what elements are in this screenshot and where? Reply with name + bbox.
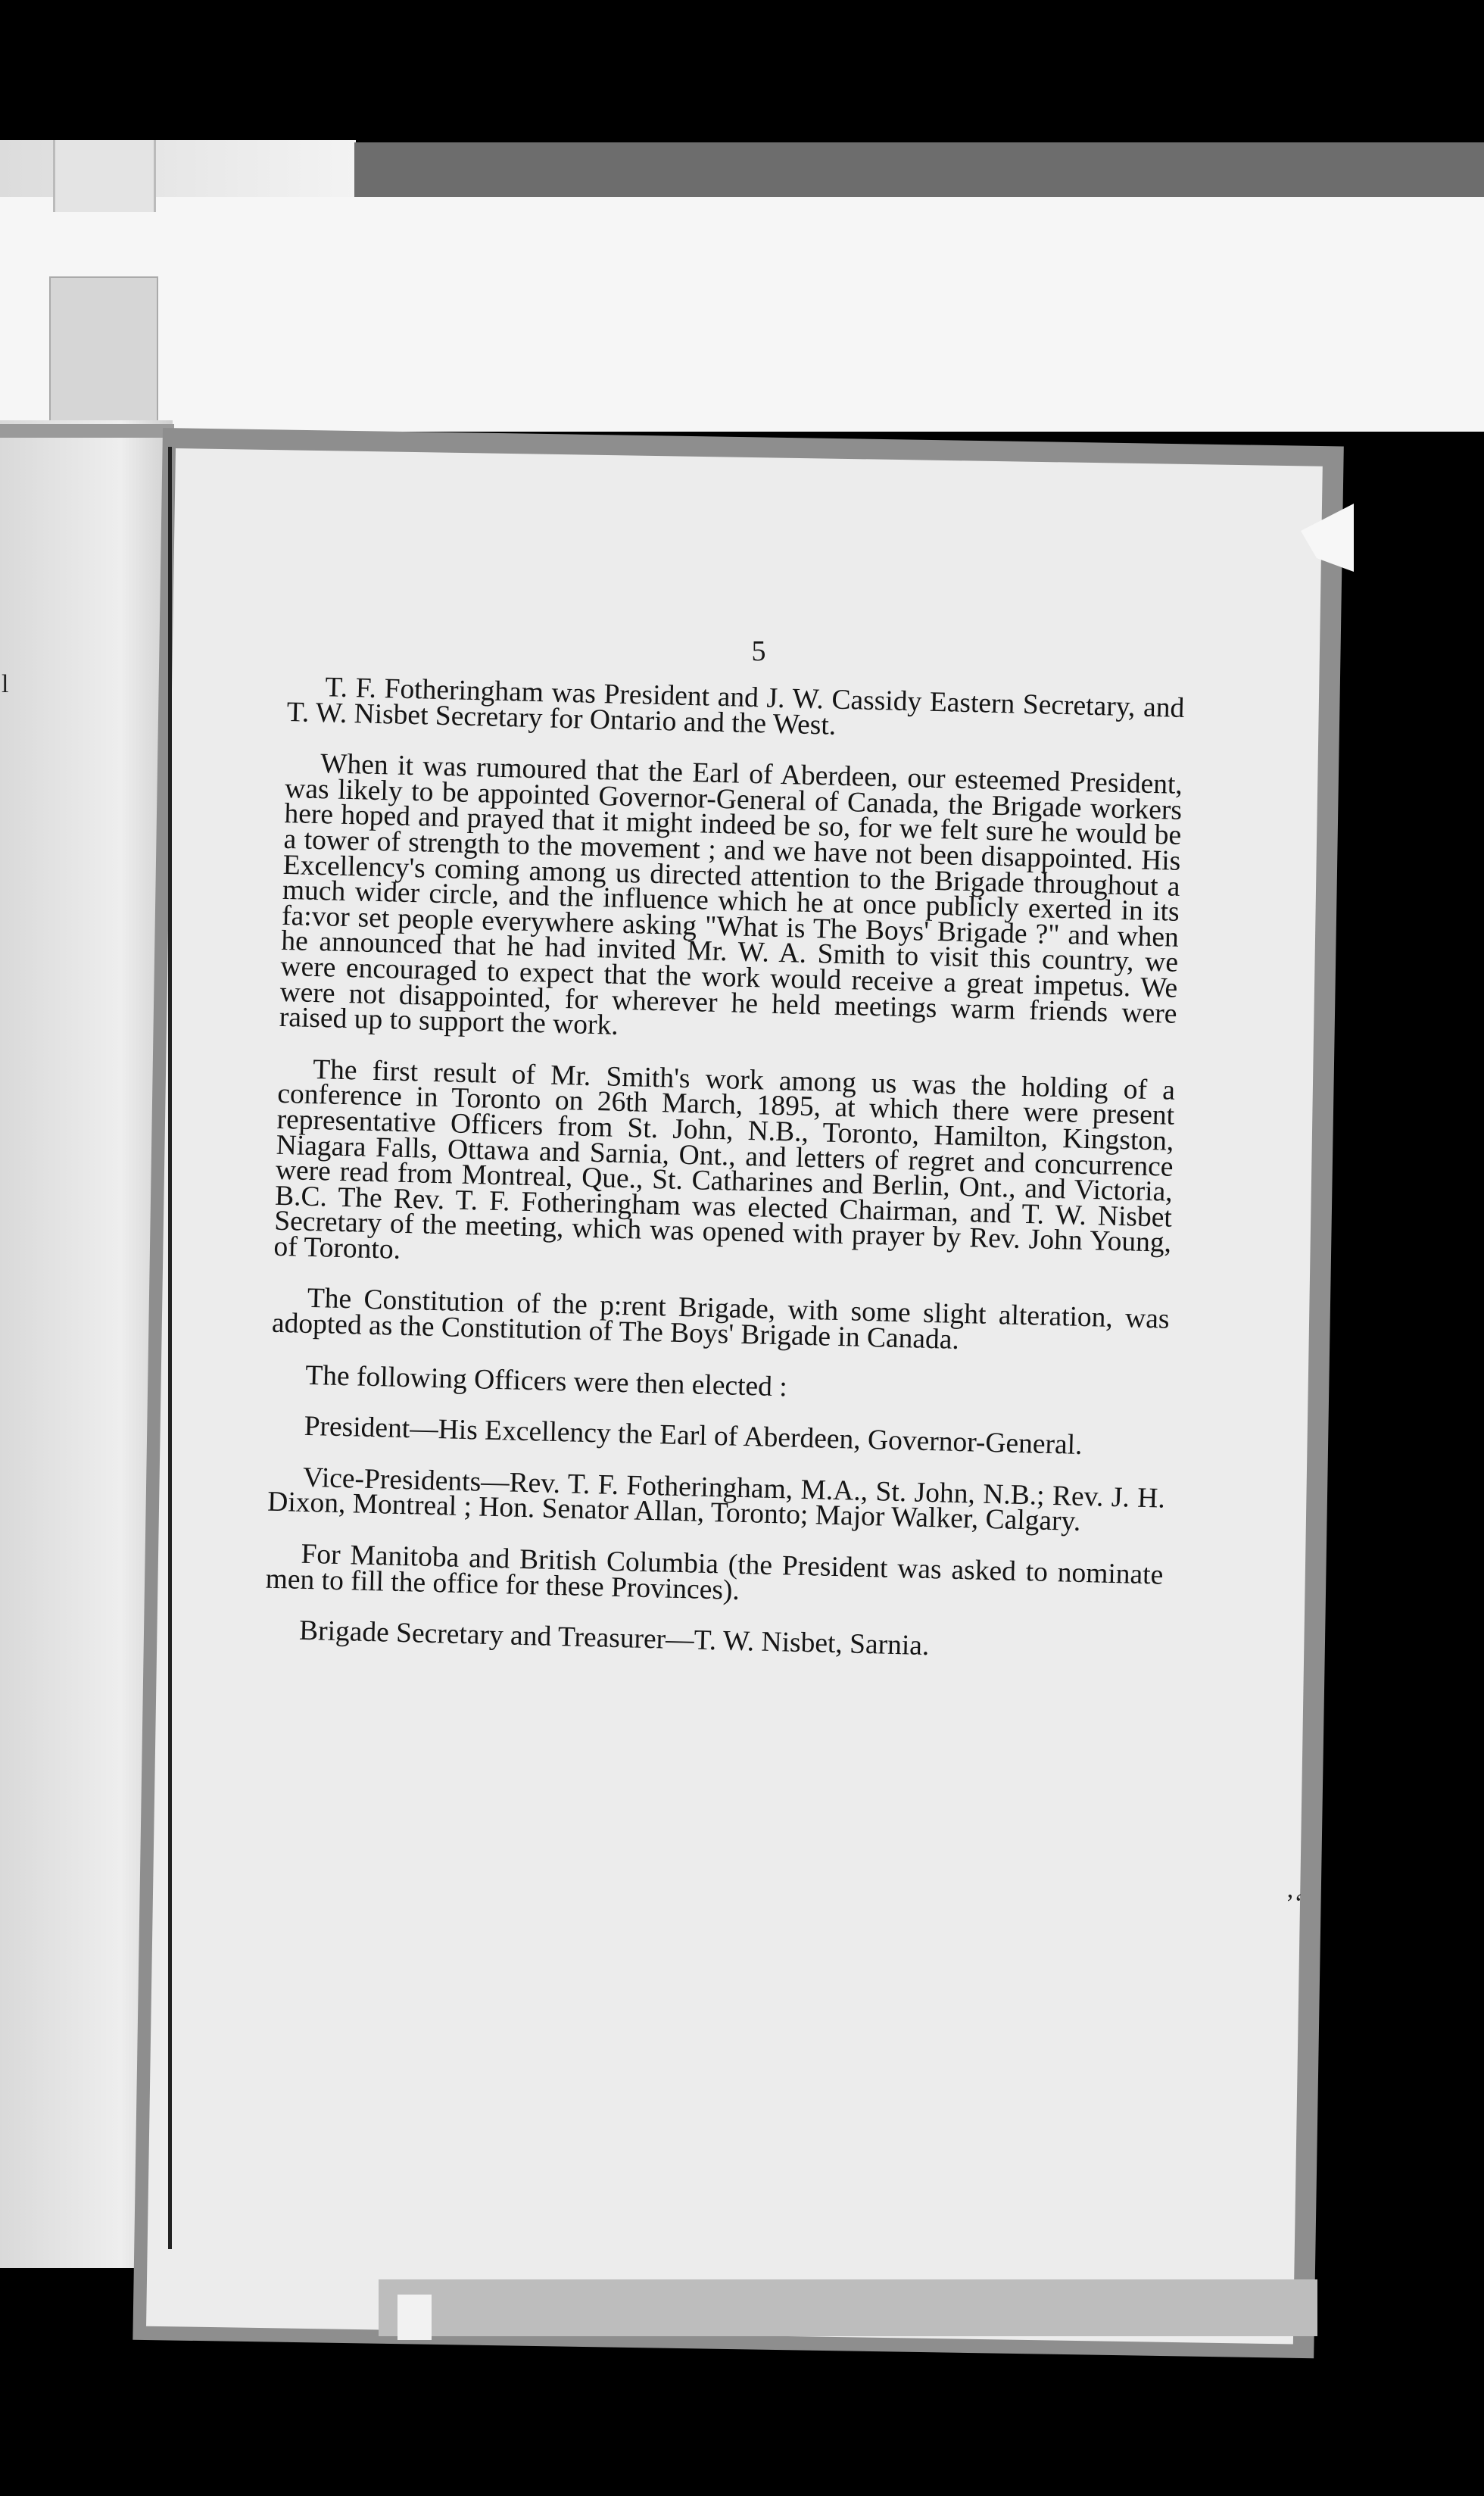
paragraph-1: T. F. Fotheringham was President and J. W. Cassidy Eastern Secretary, and T. W. Nisbet Secretary for Ontario and the West. <box>286 672 1185 741</box>
paragraph-2: When it was rumoured that the Earl of Aberdeen, our esteemed President, was likely to be appointed Governor-General of Canada, the Brigade workers here hoped and prayed that it might indeed be so, for we felt sure he would be a tower of strength to the movement ; and we have not been disappointed. His Excellency's coming among us directed attention to the Brigade throughout a much wider circle, and the influence which he at once publicly exerted in its fa:vor set people everywhere asking "What is The Boys' Brigade ?" and when he announced that he had invited Mr. W. A. Smith to visit this country, we were encouraged to expect that the work would receive a great impetus. We were not disappointed, for wherever he held meetings warm friends were raised up to support the work. <box>279 748 1183 1041</box>
page-body-text <box>263 674 1185 1690</box>
paragraph-4: The Constitution of the p:rent Brigade, with some slight alteration, was adopted as the Constitution of The Boys' Brigade in Canada. <box>271 1283 1171 1356</box>
bottom-tape-piece <box>398 2295 432 2340</box>
paragraph-7: Vice-Presidents—Rev. T. F. Fotheringham, M.A., St. John, N.B.; Rev. J. H. Dixon, Montreal ; Hon. Senator Allan, Toronto; Major Walker, Calgary. <box>267 1462 1166 1538</box>
binding-tape-top <box>53 140 156 212</box>
paragraph-3: The first result of Mr. Smith's work among us was the holding of a conference in Toronto on 26th March, 1895, at which there were present representative Officers from St. John, N.B., Toronto, Hamilton, Kingston, Niagara Falls, Ottawa and Sarnia, Ont., and letters of regret and concurrence were read from Montreal, Que., St. Catharines and Berlin, Ont., and Victoria, B.C. The Rev. T. F. Fotheringham was elected Chairman, and T. W. Nisbet Secretary of the meeting, which was opened with prayer by Rev. John Young, of Toronto. <box>273 1053 1176 1265</box>
paragraph-8: For Manitoba and British Columbia (the President was asked to nominate men to fill the office for these Provinces). <box>265 1538 1164 1606</box>
paragraph-5: The following Officers were then elected : <box>304 1359 788 1403</box>
left-edge-mark: l <box>2 670 9 698</box>
paragraph-9: Brigade Secretary and Treasurer—T. W. Nisbet, Sarnia. <box>298 1615 930 1662</box>
bottom-paper-edge <box>379 2279 1317 2336</box>
binding-tape-middle <box>49 276 158 435</box>
right-edge-mark: ’‘ <box>1286 1889 1303 1917</box>
book-spine-line <box>168 447 172 2249</box>
left-page-top-edge <box>0 424 174 438</box>
paragraph-6: President—His Excellency the Earl of Aberdeen, Governor-General. <box>304 1411 1083 1462</box>
page-number: 5 <box>751 635 766 667</box>
background-paper-strip <box>0 197 1484 432</box>
